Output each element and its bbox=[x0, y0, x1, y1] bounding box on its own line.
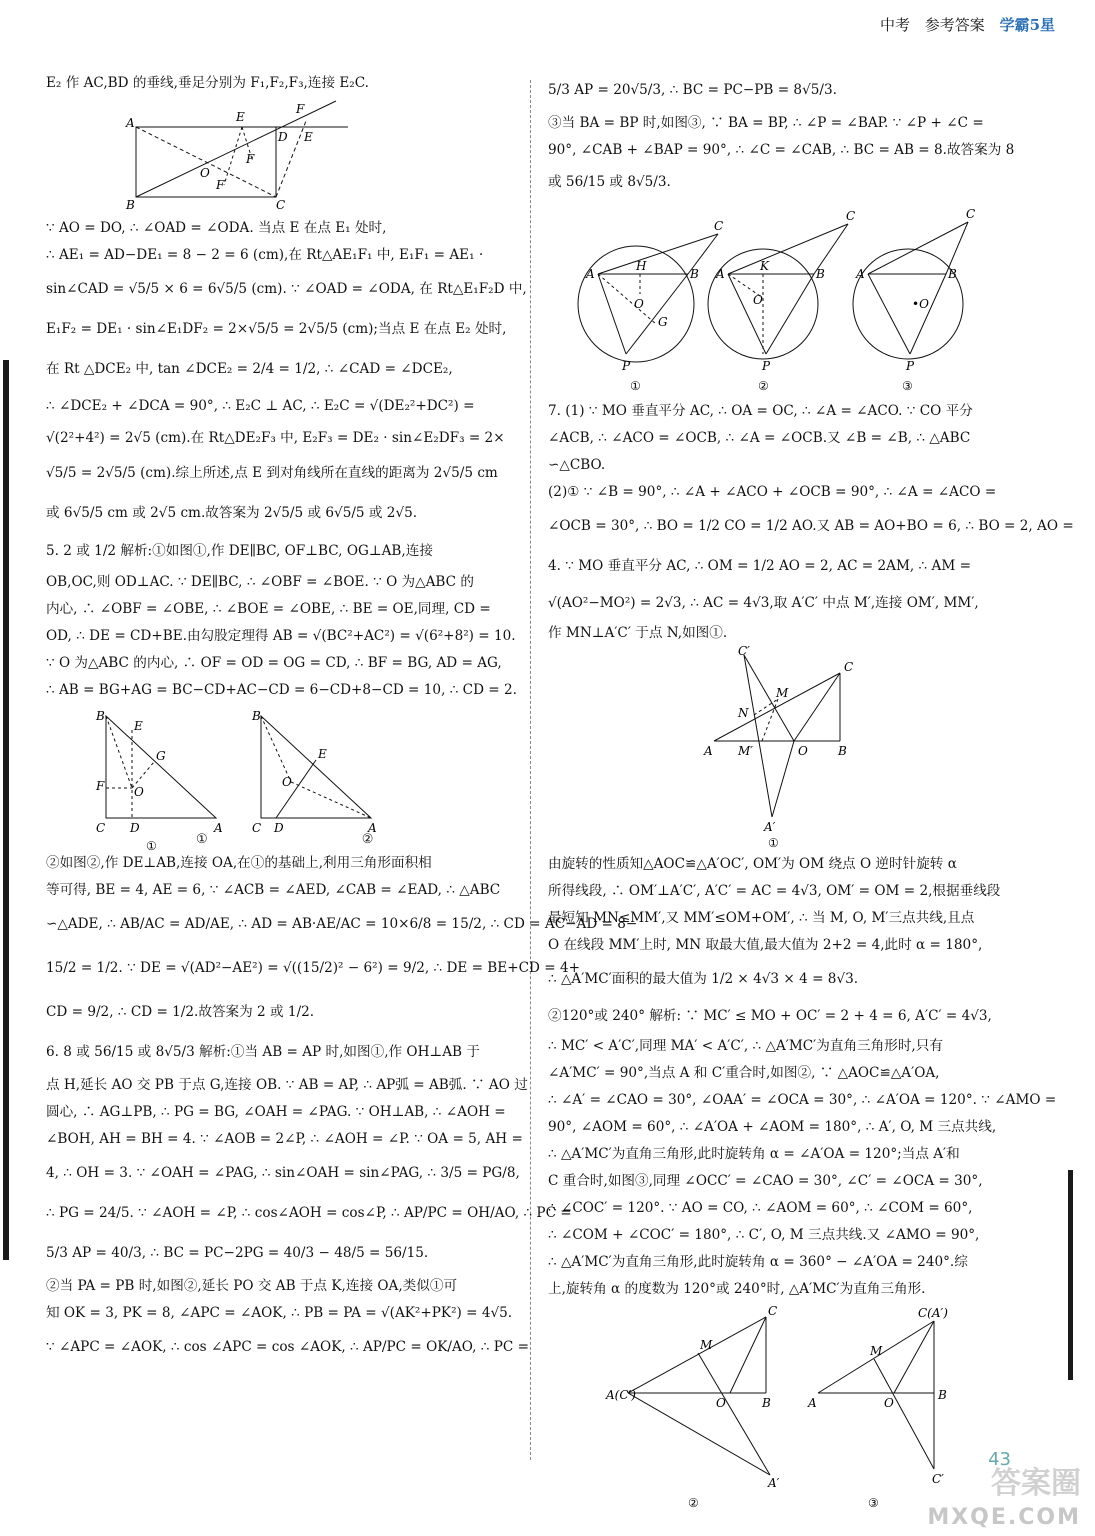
svg-text:P: P bbox=[906, 359, 915, 373]
text-line: ②如图②,作 DE⊥AB,连接 OA,在①的基础上,利用三角形面积相 bbox=[46, 855, 432, 871]
text-line: ∴ ∠COC′ = 120°. ∵ AO = CO, ∴ ∠AOM = 60°, ∴ ∠COM = 60°, bbox=[548, 1200, 973, 1216]
svg-text:•O: •O bbox=[912, 297, 929, 311]
svg-text:F: F bbox=[296, 102, 305, 116]
text-line: ∴ AE₁ = AD−DE₁ = 8 − 2 = 6 (cm),在 Rt△AE₁F₁ 中, E₁F₁ = AE₁ · bbox=[46, 247, 484, 263]
svg-text:C: C bbox=[844, 660, 854, 674]
text-line: ③当 BA = BP 时,如图③, ∵ BA = BP, ∴ ∠P = ∠BAP. ∵ ∠P + ∠C = bbox=[548, 115, 984, 131]
svg-text:E: E bbox=[318, 747, 327, 761]
figure-label-2: ② bbox=[688, 1496, 699, 1510]
text-line: ∠A′MC′ = 90°,当点 A 和 C′重合时,如图②, ∵ △AOC≌△A′OA, bbox=[548, 1065, 940, 1081]
text-line: 15/2 = 1/2. ∵ DE = √(AD²−AE²) = √((15/2)² − 6²) = 9/2, ∴ DE = BE+CD = 4+ bbox=[46, 960, 580, 976]
figure-label-3: ③ bbox=[902, 379, 913, 393]
scan-edge-left bbox=[3, 360, 9, 1260]
svg-text:A: A bbox=[704, 744, 713, 758]
svg-text:M: M bbox=[870, 1344, 883, 1358]
svg-text:D: D bbox=[278, 130, 288, 144]
text-line: ∴ ∠A′ = ∠CAO = 30°, ∠OAA′ = ∠OCA = 30°, ∴ ∠A′OA = 120°. ∵ ∠AMO = bbox=[548, 1092, 1057, 1108]
figure-label-2: ② bbox=[361, 832, 374, 847]
svg-text:O: O bbox=[200, 166, 210, 180]
text-line: O 在线段 MM′上时, MN 取最大值,最大值为 2+2 = 4,此时 α = 180°, bbox=[548, 937, 983, 953]
svg-text:H: H bbox=[636, 259, 647, 273]
watermark-url: MXQE.COM bbox=[927, 1505, 1081, 1530]
svg-text:O: O bbox=[282, 775, 292, 789]
text-line: √(AO²−MO²) = 2√3, ∴ AC = 4√3,取 A′C′ 中点 M′,连接 OM′, MM′, bbox=[548, 595, 979, 611]
figure-label-1: ① bbox=[146, 839, 157, 853]
svg-text:O: O bbox=[716, 1396, 726, 1410]
text-line: ∴ ∠DCE₂ + ∠DCA = 90°, ∴ E₂C ⊥ AC, ∴ E₂C = √(DE₂²+DC²) = bbox=[46, 398, 475, 414]
text-line: ∴ △A′MC′为直角三角形,此时旋转角 α = 360° − ∠A′OA = 240°.综 bbox=[548, 1254, 968, 1270]
svg-text:A′: A′ bbox=[764, 820, 776, 834]
svg-text:A′: A′ bbox=[768, 1476, 780, 1490]
svg-text:B: B bbox=[938, 1388, 947, 1402]
text-line: 5. 2 或 1/2 解析:①如图①,作 DE∥BC, OF⊥BC, OG⊥AB,连接 bbox=[46, 543, 433, 559]
text-line: E₁F₂ = DE₁ · sin∠E₁DF₂ = 2×√5/5 = 2√5/5 (cm);当点 E 在点 E₂ 处时, bbox=[46, 321, 507, 337]
svg-text:O: O bbox=[753, 293, 763, 307]
svg-text:A: A bbox=[214, 821, 223, 835]
text-line: 内心, ∴ ∠OBF = ∠OBE, ∴ ∠BOE = ∠OBE, ∴ BE = OE,同理, CD = bbox=[46, 601, 491, 617]
svg-text:C′: C′ bbox=[738, 644, 750, 658]
header-label-answers: 参考答案 bbox=[924, 16, 985, 34]
figure-triangles-5 bbox=[46, 708, 516, 853]
svg-text:O: O bbox=[884, 1396, 894, 1410]
watermark-logo: 答案圈 bbox=[991, 1466, 1081, 1501]
svg-text:F: F bbox=[216, 178, 225, 192]
text-line: ∵ O 为△ABC 的内心, ∴ OF = OD = OG = CD, ∴ BF = BG, AD = AG, bbox=[46, 655, 502, 671]
text-line: √(2²+4²) = 2√5 (cm).在 Rt△DE₂F₃ 中, E₂F₃ = DE₂ · sin∠E₂DF₃ = 2× bbox=[46, 430, 505, 446]
text-line: C 重合时,如图③,同理 ∠OCC′ = ∠CAO = 30°, ∠C′ = ∠OCA = 30°, bbox=[548, 1173, 983, 1189]
page-header bbox=[880, 14, 1055, 35]
text-line: 90°, ∠CAB + ∠BAP = 90°, ∴ ∠C = ∠CAB, ∴ BC = AB = 8.故答案为 8 bbox=[548, 142, 1015, 158]
svg-text:A(C′): A(C′) bbox=[606, 1388, 636, 1402]
svg-text:C: C bbox=[252, 821, 262, 835]
text-line: 最短知 MN≤MM′,又 MM′≤OM+OM′, ∴ 当 M, O, M′三点共线,且点 bbox=[548, 910, 975, 926]
figure-label-1: ① bbox=[630, 379, 641, 393]
svg-text:B: B bbox=[690, 267, 699, 281]
svg-text:G: G bbox=[658, 315, 668, 329]
svg-text:A: A bbox=[126, 116, 135, 130]
text-line: 6. 8 或 56/15 或 8√5/3 解析:①当 AB = AP 时,如图①,作 OH⊥AB 于 bbox=[46, 1044, 480, 1060]
svg-text:A: A bbox=[586, 267, 595, 281]
svg-text:D: D bbox=[130, 821, 140, 835]
text-line: 圆心, ∴ AG⊥PB, ∴ PG = BG, ∠OAH = ∠PAG. ∵ OH⊥AB, ∴ ∠AOH = bbox=[46, 1104, 506, 1120]
text-line: 90°, ∠AOM = 60°, ∴ ∠A′OA + ∠AOM = 180°, ∴ A′, O, M 三点共线, bbox=[548, 1119, 997, 1135]
figure-label-3: ③ bbox=[868, 1496, 879, 1510]
text-line: 5/3 AP = 40/3, ∴ BC = PC−2PG = 40/3 − 48/5 = 56/15. bbox=[46, 1245, 429, 1261]
figure-label-2: ② bbox=[758, 379, 769, 393]
text-line: 4. ∵ MO 垂直平分 AC, ∴ OM = 1/2 AO = 2, AC = 2AM, ∴ AM = bbox=[548, 558, 971, 574]
text-line: CD = 9/2, ∴ CD = 1/2.故答案为 2 或 1/2. bbox=[46, 1004, 315, 1020]
svg-text:C′: C′ bbox=[932, 1472, 944, 1486]
text-line: 作 MN⊥A′C′ 于点 N,如图①. bbox=[548, 625, 728, 641]
svg-text:E: E bbox=[304, 130, 313, 144]
svg-text:B: B bbox=[96, 709, 105, 723]
text-line: ∴ MC′ < A′C′,同理 MA′ < A′C′, ∴ △A′MC′为直角三角形时,只有 bbox=[548, 1038, 943, 1054]
text-line: 点 H,延长 AO 交 PB 于点 G,连接 OB. ∵ AB = AP, ∴ AP弧 = AB弧. ∵ AO 过 bbox=[46, 1077, 528, 1093]
svg-text:A: A bbox=[808, 1396, 817, 1410]
svg-text:C: C bbox=[846, 209, 856, 223]
text-line: √5/5 = 2√5/5 (cm).综上所述,点 E 到对角线所在直线的距离为 2√5/5 cm bbox=[46, 465, 498, 481]
svg-text:N: N bbox=[738, 706, 749, 720]
text-line: ∴ △A′MC′为直角三角形,此时旋转角 α = ∠A′OA = 120°;当点 A′和 bbox=[548, 1146, 960, 1162]
text-line: ②当 PA = PB 时,如图②,延长 PO 交 AB 于点 K,连接 OA,类似①可 bbox=[46, 1278, 458, 1294]
text-line: (2)① ∵ ∠B = 90°, ∴ ∠A + ∠ACO + ∠OCB = 90°, ∴ ∠A = ∠ACO = bbox=[548, 484, 997, 500]
svg-text:A: A bbox=[368, 821, 377, 835]
figure-caption bbox=[46, 830, 516, 850]
text-line: E₂ 作 AC,BD 的垂线,垂足分别为 F₁,F₂,F₃,连接 E₂C. bbox=[46, 75, 369, 91]
svg-text:C(A′): C(A′) bbox=[918, 1306, 948, 1320]
text-line: ∴ PG = 24/5. ∵ ∠AOH = ∠P, ∴ cos∠AOH = cos∠P, ∴ AP/PC = OH/AO, ∴ PC = bbox=[46, 1205, 572, 1221]
svg-text:B: B bbox=[762, 1396, 771, 1410]
svg-text:B: B bbox=[816, 267, 825, 281]
text-line: ∴ △A′MC′面积的最大值为 1/2 × 4√3 × 4 = 8√3. bbox=[548, 971, 859, 987]
svg-text:M: M bbox=[776, 686, 789, 700]
svg-text:O: O bbox=[134, 785, 144, 799]
svg-text:C: C bbox=[768, 1304, 778, 1318]
svg-text:P: P bbox=[762, 359, 771, 373]
svg-text:G: G bbox=[156, 749, 166, 763]
svg-text:P: P bbox=[622, 359, 631, 373]
figure-label-1: ① bbox=[768, 836, 779, 850]
svg-text:C: C bbox=[714, 219, 724, 233]
svg-text:A: A bbox=[716, 267, 725, 281]
svg-text:F: F bbox=[246, 152, 255, 166]
column-divider bbox=[530, 80, 532, 1460]
text-line: ∽△ADE, ∴ AB/AC = AD/AE, ∴ AD = AB·AE/AC = 10×6/8 = 15/2, ∴ CD = AC−AD = 8− bbox=[46, 916, 638, 932]
svg-text:C: C bbox=[966, 207, 976, 221]
text-line: ∴ AB = BG+AG = BC−CD+AC−CD = 6−CD+8−CD = 10, ∴ CD = 2. bbox=[46, 682, 517, 698]
text-line: 由旋转的性质知△AOC≌△A′OC′, OM′为 OM 绕点 O 逆时针旋转 α bbox=[548, 856, 957, 872]
figure-rotation-1 bbox=[548, 644, 1018, 850]
text-line: 上,旋转角 α 的度数为 120°或 240°时, △A′MC′为直角三角形. bbox=[548, 1281, 926, 1297]
svg-text:K: K bbox=[760, 259, 769, 273]
svg-text:C: C bbox=[96, 821, 106, 835]
svg-text:C: C bbox=[276, 198, 286, 212]
svg-text:B: B bbox=[126, 198, 135, 212]
svg-text:B: B bbox=[252, 709, 261, 723]
svg-text:A: A bbox=[856, 267, 865, 281]
figure-circles-6 bbox=[548, 204, 1018, 394]
figure-rotation-2-3 bbox=[548, 1304, 1018, 1517]
figure-label-1: ① bbox=[196, 832, 208, 847]
text-line: 4, ∴ OH = 3. ∵ ∠OAH = ∠PAG, ∴ sin∠OAH = sin∠PAG, ∴ 3/5 = PG/8, bbox=[46, 1165, 520, 1181]
svg-text:D: D bbox=[274, 821, 284, 835]
svg-text:B: B bbox=[838, 744, 847, 758]
text-line: ∴ ∠COM + ∠COC′ = 180°, ∴ C′, O, M 三点共线.又 ∠AMO = 90°, bbox=[548, 1227, 980, 1243]
text-line: ∵ ∠APC = ∠AOK, ∴ cos ∠APC = cos ∠AOK, ∴ AP/PC = OK/AO, ∴ PC = bbox=[46, 1339, 530, 1355]
svg-text:F: F bbox=[96, 779, 105, 793]
text-line: 在 Rt △DCE₂ 中, tan ∠DCE₂ = 2/4 = 1/2, ∴ ∠CAD = ∠DCE₂, bbox=[46, 361, 453, 377]
text-line: 5/3 AP = 20√5/3, ∴ BC = PC−PB = 8√5/3. bbox=[548, 82, 837, 98]
text-line: ②120°或 240° 解析: ∵ MC′ ≤ MO + OC′ = 2 + 4 = 6, A′C′ = 4√3, bbox=[548, 1008, 992, 1024]
svg-text:M′: M′ bbox=[738, 744, 754, 758]
page-number: 43 bbox=[988, 1449, 1011, 1470]
svg-text:O: O bbox=[798, 744, 808, 758]
svg-text:E: E bbox=[134, 719, 143, 733]
text-line: OB,OC,则 OD⊥AC. ∵ DE∥BC, ∴ ∠OBF = ∠BOE. ∵ O 为△ABC 的 bbox=[46, 574, 474, 590]
text-line: 所得线段, ∴ OM′⊥A′C′, A′C′ = AC = 4√3, OM′ = OM = 2,根据垂线段 bbox=[548, 883, 1001, 899]
svg-text:E: E bbox=[236, 110, 245, 124]
text-line: ∠BOH, AH = BH = 4. ∵ ∠AOB = 2∠P, ∴ ∠AOH = ∠P. ∵ OA = 5, AH = bbox=[46, 1131, 523, 1147]
text-line: 或 56/15 或 8√5/3. bbox=[548, 174, 671, 190]
text-line: OD, ∴ DE = CD+BE.由勾股定理得 AB = √(BC²+AC²) = √(6²+8²) = 10. bbox=[46, 628, 516, 644]
text-line: ∠OCB = 30°, ∴ BO = 1/2 CO = 1/2 AO.又 AB = AO+BO = 6, ∴ BO = 2, AO = bbox=[548, 518, 1074, 534]
scan-edge-right bbox=[1068, 1170, 1073, 1380]
brand-logo: 学霸5星 bbox=[999, 16, 1055, 34]
text-line: 或 6√5/5 cm 或 2√5 cm.故答案为 2√5/5 或 6√5/5 或 2√5. bbox=[46, 505, 418, 521]
svg-text:B: B bbox=[948, 267, 957, 281]
svg-text:O: O bbox=[634, 297, 644, 311]
text-line: ∽△CBO. bbox=[548, 457, 606, 473]
text-line: 7. (1) ∵ MO 垂直平分 AC, ∴ OA = OC, ∴ ∠A = ∠ACO. ∵ CO 平分 bbox=[548, 403, 973, 419]
text-line: 知 OK = 3, PK = 8, ∠APC = ∠AOK, ∴ PB = PA = √(AK²+PK²) = 4√5. bbox=[46, 1305, 513, 1321]
text-line: sin∠CAD = √5/5 × 6 = 6√5/5 (cm). ∵ ∠OAD = ∠ODA, 在 Rt△E₁F₂D 中, bbox=[46, 281, 527, 297]
figure-rectangle-abcd bbox=[46, 101, 516, 211]
text-line: ∵ AO = DO, ∴ ∠OAD = ∠ODA. 当点 E 在点 E₁ 处时, bbox=[46, 220, 387, 236]
text-line: 等可得, BE = 4, AE = 6, ∵ ∠ACB = ∠AED, ∠CAB = ∠EAD, ∴ △ABC bbox=[46, 882, 501, 898]
text-line: ∠ACB, ∴ ∠ACO = ∠OCB, ∴ ∠A = ∠OCB.又 ∠B = ∠B, ∴ △ABC bbox=[548, 430, 971, 446]
svg-text:M: M bbox=[700, 1338, 713, 1352]
header-label-zhongkao: 中考 bbox=[879, 16, 910, 34]
